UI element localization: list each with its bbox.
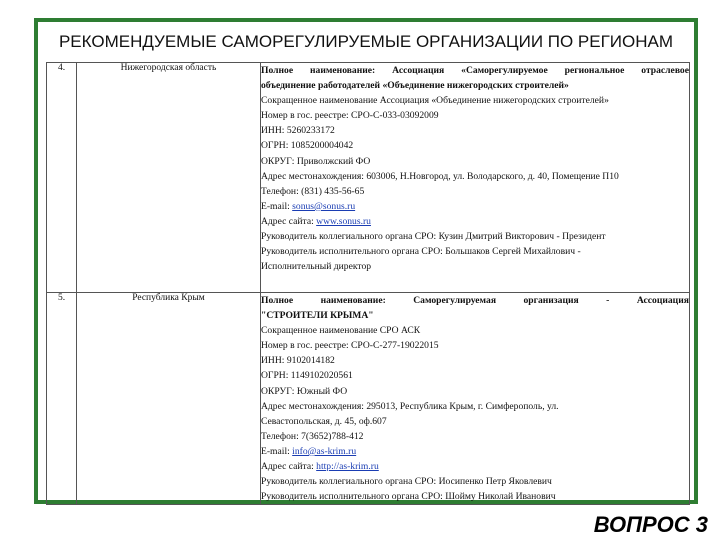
table-row [47,293,690,505]
row-number: 4. [47,63,77,293]
phone: Телефон: 7(3652)788-412 [261,430,364,442]
ogrn: ОГРН: 1149102020561 [261,370,353,382]
full-name-line-2: объединение работодателей «Объединение нижегородских строителей» [261,80,569,92]
region-name: Республика Крым [77,293,261,505]
region-name: Нижегородская область [77,63,261,293]
inn: ИНН: 9102014182 [261,355,335,367]
full-name-line-2: "СТРОИТЕЛИ КРЫМА" [261,310,374,322]
phone: Телефон: (831) 435-56-65 [261,185,365,197]
org-info [261,293,690,505]
short-name: Сокращенное наименование СРО АСК [261,325,421,337]
address-line-2: Севастопольская, д. 45, оф.607 [261,415,387,427]
org-info [261,63,690,293]
inn: ИНН: 5260233172 [261,125,335,137]
question-label: ВОПРОС 3 [593,512,708,537]
full-name-line: Полное наименование: Саморегулируемая организация - Ассоциация [261,295,689,306]
website-line: Адрес сайта: www.sonus.ru [261,215,371,227]
slide-title: РЕКОМЕНДУЕМЫЕ САМОРЕГУЛИРУЕМЫЕ ОРГАНИЗАЦИИ ПО РЕГИОНАМ [58,32,674,51]
executive-head: Руководитель исполнительного органа СРО: Большаков Сергей Михайлович - [261,246,581,258]
website-link[interactable]: www.sonus.ru [316,215,371,227]
email-link[interactable]: info@as-krim.ru [292,445,357,457]
email-line: E-mail: sonus@sonus.ru [261,200,356,212]
collegial-head: Руководитель коллегиального органа СРО: Кузин Дмитрий Викторович - Президент [261,231,606,243]
address: Адрес местонахождения: 603006, Н.Новгород, ул. Володарского, д. 40, Помещение П10 [261,170,619,182]
row-number: 5. [47,293,77,505]
executive-head: Руководитель исполнительного органа СРО: Шойму Николай Иванович [261,491,556,503]
website-link[interactable]: http://as-krim.ru [316,461,379,473]
sro-table [46,62,690,505]
full-name-line: Полное наименование: Ассоциация «Саморегулируемое региональное отраслевое [261,65,689,76]
slide-frame [34,18,698,504]
executive-head-title: Исполнительный директор [261,261,372,273]
registry-number: Номер в гос. реестре: СРО-С-277-19022015 [261,340,439,352]
ogrn: ОГРН: 1085200004042 [261,140,354,152]
okrug: ОКРУГ: Южный ФО [261,385,348,397]
registry-number: Номер в гос. реестре: СРО-С-033-03092009 [261,110,439,122]
table-row [47,63,690,293]
collegial-head: Руководитель коллегиального органа СРО: Иосипенко Петр Яковлевич [261,476,552,488]
short-name: Сокращенное наименование Ассоциация «Объединение нижегородских строителей» [261,95,609,107]
email-link[interactable]: sonus@sonus.ru [292,200,356,212]
okrug: ОКРУГ: Приволжский ФО [261,155,371,167]
website-line: Адрес сайта: http://as-krim.ru [261,461,379,473]
address: Адрес местонахождения: 295013, Республика Крым, г. Симферополь, ул. [261,400,559,412]
email-line: E-mail: info@as-krim.ru [261,445,357,457]
